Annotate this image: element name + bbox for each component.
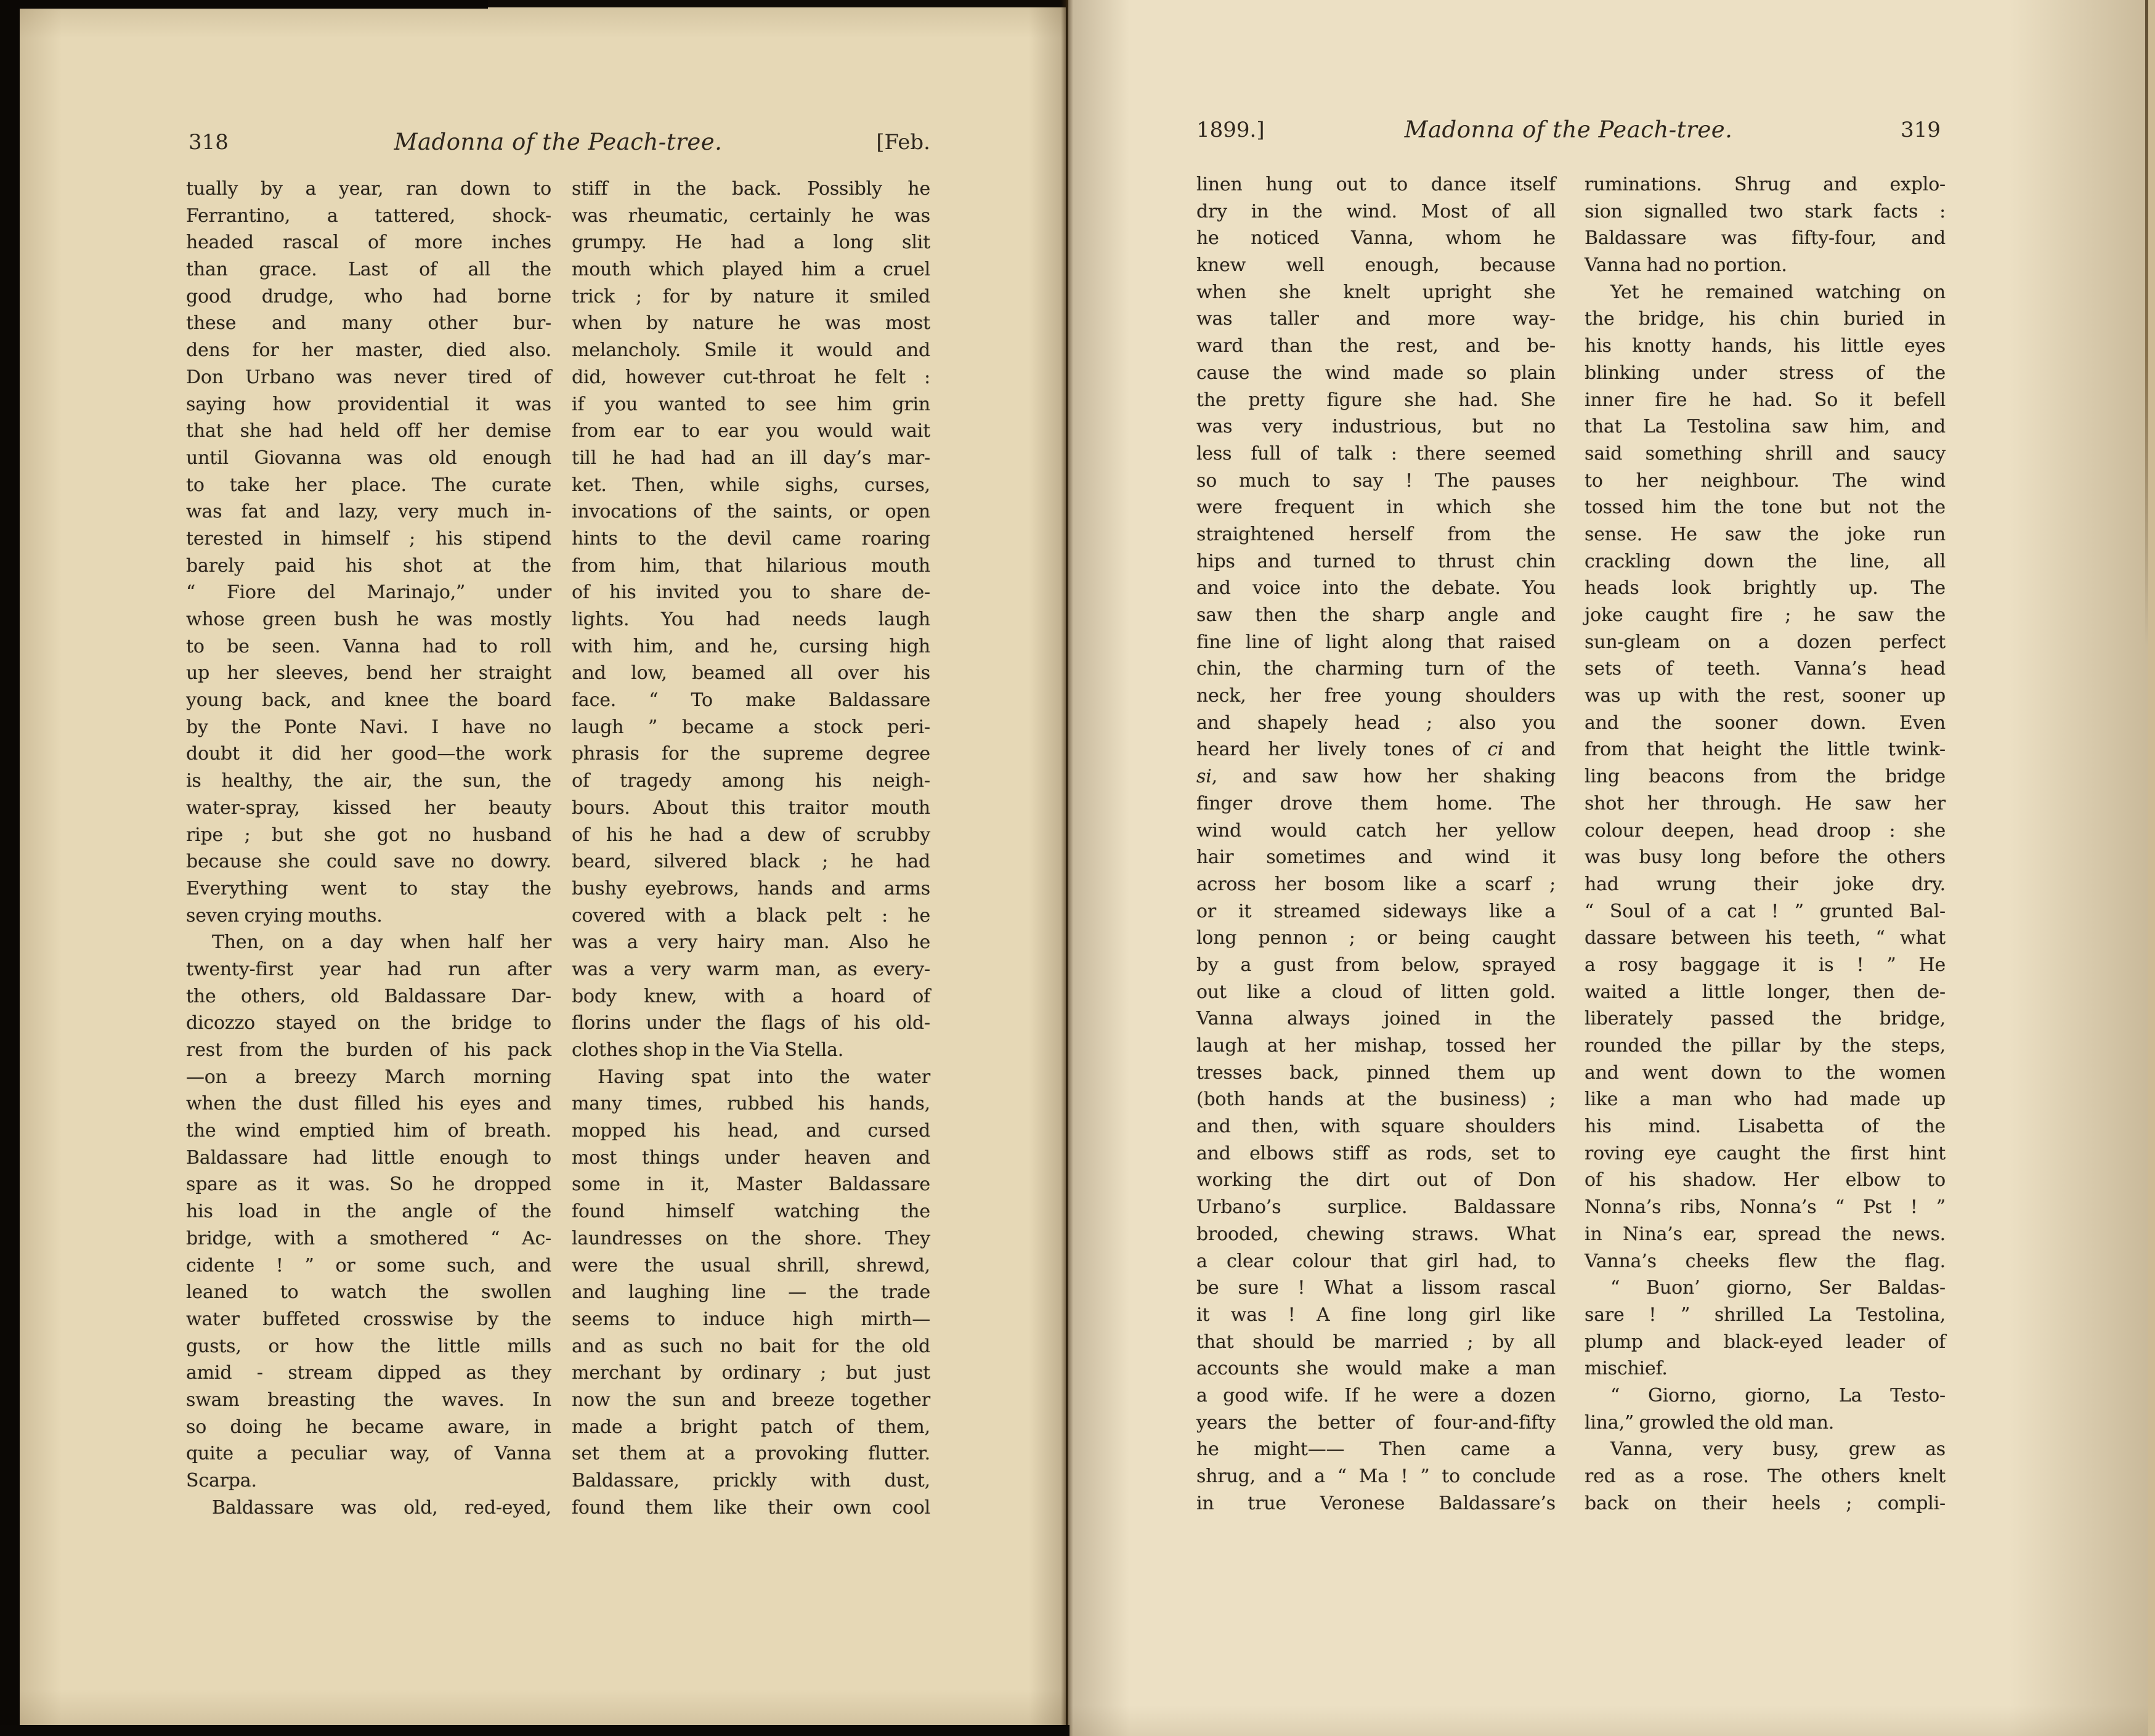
text-line: heads look brightly up. The [1585,577,1946,599]
text-line: Having spat into the water [598,1066,930,1088]
text-line: inner fire he had. So it befell [1585,389,1946,411]
text-line: grumpy. He had a long slit [572,232,930,254]
text-line: was up with the rest, sooner up [1585,685,1946,707]
text-line: his knotty hands, his little eyes [1585,335,1946,357]
text-line: neck, her free young shoulders [1196,685,1556,707]
text-line: sense. He saw the joke run [1585,523,1946,545]
text-line: and shapely head ; also you [1196,712,1556,734]
text-line: young back, and knee the board [186,689,551,712]
text-line: Baldassare was old, red-eyed, [212,1496,551,1519]
text-line: brooded, chewing straws. What [1196,1223,1556,1245]
right-page-number: 319 [1901,118,1941,142]
text-line: from him, that hilarious mouth [572,554,930,577]
text-line: tresses back, pinned them up [1196,1061,1556,1084]
text-line: heard her lively tones of ci and [1196,739,1556,761]
text-line: phrasis for the supreme degree [572,743,930,765]
text-line: his mind. Lisabetta of the [1585,1116,1946,1138]
text-line: so much to say ! The pauses [1196,469,1556,492]
text-line: now the sun and breeze together [572,1389,930,1411]
left-page [18,7,1066,1726]
text-line: cause the wind made so plain [1196,362,1556,384]
text-line: said something shrill and saucy [1585,442,1946,464]
text-line: or it streamed sideways like a [1196,900,1556,922]
text-line: ket. Then, while sighs, curses, [572,474,930,496]
text-line: was busy long before the others [1585,846,1946,869]
text-line: that she had held off her demise [186,420,551,442]
text-line: clothes shop in the Via Stella. [572,1039,844,1061]
text-line: by a gust from below, sprayed [1196,954,1556,976]
text-line: so doing he became aware, in [186,1416,551,1438]
text-line: blinking under stress of the [1585,362,1946,384]
text-line: was taller and more way- [1196,308,1556,330]
text-line: a good wife. If he were a dozen [1196,1384,1556,1406]
text-line: doubt it did her good—the work [186,743,551,765]
text-line: long pennon ; or being caught [1196,927,1556,949]
text-line: of his invited you to share de- [572,582,930,604]
text-line: hair sometimes and wind it [1196,846,1556,869]
text-line: amid - stream dipped as they [186,1362,551,1384]
text-line: Vanna always joined in the [1196,1008,1556,1030]
text-line: was rheumatic, certainly he was [572,205,930,227]
text-line: saying how providential it was [186,393,551,415]
text-line: colour deepen, head droop : she [1585,819,1946,842]
text-line: was a very warm man, as every- [572,958,930,980]
text-line: up her sleeves, bend her straight [186,662,551,684]
text-line: good drudge, who had borne [186,285,551,307]
text-line: lights. You had needs laugh [572,609,930,630]
text-line: he might—— Then came a [1196,1438,1556,1461]
text-line: florins under the flags of his old- [572,1012,930,1034]
text-line: many times, rubbed his hands, [572,1093,930,1115]
text-line: seven crying mouths. [186,904,383,927]
text-line: mouth which played him a cruel [572,259,930,281]
text-line: knew well enough, because [1196,254,1556,277]
text-line: by the Ponte Navi. I have no [186,716,551,738]
text-line: Vanna, very busy, grew as [1610,1438,1946,1461]
text-line: fine line of light along that raised [1196,631,1556,653]
left-page-column-2 [572,176,930,1521]
text-line: chin, the charming turn of the [1196,658,1556,680]
text-line: set them at a provoking flutter. [572,1443,930,1465]
text-line: (both hands at the business) ; [1196,1089,1556,1111]
text-line: from ear to ear you would wait [572,420,930,442]
text-line: headed rascal of more inches [186,232,551,254]
scan-edge-left [0,0,20,1736]
text-line: “ Buon’ giorno, Ser Baldas- [1610,1277,1946,1299]
text-line: the bridge, his chin buried in [1585,308,1946,330]
text-line: sets of teeth. Vanna’s head [1585,658,1946,680]
text-line: laugh at her mishap, tossed her [1196,1035,1556,1057]
text-line: the others, old Baldassare Dar- [186,985,551,1007]
text-line: some in it, Master Baldassare [572,1174,930,1196]
text-line: barely paid his shot at the [186,554,551,577]
text-line: and elbows stiff as rods, set to [1196,1142,1556,1164]
text-line: body knew, with a hoard of [572,985,930,1007]
text-line: water-spray, kissed her beauty [186,797,551,819]
text-line: shrug, and a “ Ma ! ” to conclude [1196,1466,1556,1487]
text-line: and as such no bait for the old [572,1335,930,1357]
text-line: mopped his head, and cursed [572,1120,930,1142]
text-line: out like a cloud of litten gold. [1196,981,1556,1003]
text-line: beard, silvered black ; he had [572,851,930,873]
text-line: ling beacons from the bridge [1585,766,1946,788]
text-line: than grace. Last of all the [186,259,551,281]
text-line: si, and saw how her shaking [1196,766,1556,788]
scan-edge-top [0,0,488,9]
text-line: trick ; for by nature it smiled [572,285,930,307]
text-line: spare as it was. So he dropped [186,1174,551,1196]
text-line: and went down to the women [1585,1061,1946,1084]
text-line: Vanna had no portion. [1585,254,1787,277]
text-line: until Giovanna was old enough [186,447,551,469]
text-line: of his shadow. Her elbow to [1585,1169,1946,1191]
text-line: in true Veronese Baldassare’s [1196,1492,1556,1514]
right-page [1068,0,2150,1736]
text-line: made a bright patch of them, [572,1416,930,1438]
text-line: cidente ! ” or some such, and [186,1254,551,1276]
text-line: of his he had a dew of scrubby [572,824,930,846]
right-page-header [1196,116,1941,148]
text-line: quite a peculiar way, of Vanna [186,1443,551,1465]
text-line: seems to induce high mirth— [572,1308,930,1330]
page-gutter-crease [1061,0,1073,1736]
text-line: wind would catch her yellow [1196,819,1556,842]
text-line: when by nature he was most [572,312,930,335]
text-line: plump and black-eyed leader of [1585,1331,1946,1353]
text-line: crackling down the line, all [1585,550,1946,572]
text-line: lina,” growled the old man. [1585,1411,1835,1434]
text-line: and low, beamed all over his [572,662,930,684]
text-line: mischief. [1585,1358,1668,1380]
text-line: accounts she would make a man [1196,1358,1556,1380]
text-line: had wrung their joke dry. [1585,873,1946,895]
text-line: face. “ To make Baldassare [572,689,930,712]
text-line: working the dirt out of Don [1196,1169,1556,1191]
left-page-number: 318 [189,130,229,155]
text-line: a rosy baggage it is ! ” He [1585,954,1946,976]
text-line: hints to the devil came roaring [572,527,930,550]
text-line: laundresses on the shore. They [572,1227,930,1249]
text-line: rounded the pillar by the steps, [1585,1035,1946,1057]
text-line: stiff in the back. Possibly he [572,178,930,200]
text-line: Ferrantino, a tattered, shock- [186,205,551,227]
text-line: was very industrious, but no [1196,416,1556,438]
text-line: most things under heaven and [572,1146,930,1169]
text-line: hips and turned to thrust chin [1196,550,1556,572]
text-line: in Nina’s ear, spread the news. [1585,1223,1946,1245]
text-line: melancholy. Smile it would and [572,339,930,362]
text-line: of tragedy among his neigh- [572,770,930,792]
text-line: these and many other bur- [186,312,551,335]
text-line: till he had had an ill day’s mar- [572,447,930,469]
text-line: when she knelt upright she [1196,281,1556,303]
left-issue-tag: [Feb. [876,130,930,155]
text-line: twenty-first year had run after [186,958,551,980]
text-line: dicozzo stayed on the bridge to [186,1012,551,1034]
text-line: and voice into the debate. You [1196,577,1556,599]
text-line: shot her through. He saw her [1585,792,1946,814]
text-line: were the usual shrill, shrewd, [572,1254,930,1276]
text-line: was fat and lazy, very much in- [186,501,551,523]
text-line: found them like their own cool [572,1496,930,1519]
text-line: to take her place. The curate [186,474,551,496]
text-line: less full of talk : there seemed [1196,442,1556,464]
text-line: that should be married ; by all [1196,1331,1556,1353]
book-fore-edge-strip [2148,0,2155,1736]
text-line: Baldassare, prickly with dust, [572,1470,930,1491]
text-line: sun-gleam on a dozen perfect [1585,631,1946,653]
right-page-column-1 [1196,171,1556,1517]
text-line: ripe ; but she got no husband [186,824,551,846]
text-line: rest from the burden of his pack [186,1039,551,1061]
text-line: Yet he remained watching on [1610,281,1946,303]
text-line: bridge, with a smothered “ Ac- [186,1227,551,1249]
text-line: swam breasting the waves. In [186,1389,551,1411]
text-line: gusts, or how the little mills [186,1335,551,1357]
text-line: liberately passed the bridge, [1585,1008,1946,1030]
text-line: invocations of the saints, or open [572,501,930,523]
text-line: Vanna’s cheeks flew the flag. [1585,1250,1946,1272]
text-line: “ Fiore del Marinajo,” under [186,582,551,604]
text-line: Baldassare had little enough to [186,1146,551,1169]
text-line: “ Soul of a cat ! ” grunted Bal- [1585,900,1946,922]
text-line: back on their heels ; compli- [1585,1492,1946,1514]
text-line: “ Giorno, giorno, La Testo- [1610,1384,1946,1406]
text-line: that La Testolina saw him, and [1585,416,1946,438]
text-line: linen hung out to dance itself [1196,174,1556,195]
text-line: Nonna’s ribs, Nonna’s “ Pst ! ” [1585,1196,1946,1219]
left-running-title: Madonna of the Peach-tree. [394,129,723,155]
text-line: leaned to watch the swollen [186,1281,551,1304]
text-line: to her neighbour. The wind [1585,469,1946,492]
scan-edge-bottom [0,1725,1069,1736]
text-line: saw then the sharp angle and [1196,604,1556,626]
right-year-tag: 1899.] [1196,118,1265,142]
text-line: to be seen. Vanna had to roll [186,635,551,657]
text-line: dens for her master, died also. [186,339,551,362]
text-line: Then, on a day when half her [212,931,551,954]
text-line: merchant by ordinary ; but just [572,1362,930,1384]
text-line: Scarpa. [186,1470,257,1491]
text-line: if you wanted to see him grin [572,393,930,415]
text-line: red as a rose. The others knelt [1585,1466,1946,1487]
text-line: joke caught fire ; he saw the [1585,604,1946,626]
text-line: did, however cut-throat he felt : [572,366,930,388]
text-line: ruminations. Shrug and explo- [1585,174,1946,195]
text-line: his load in the angle of the [186,1201,551,1223]
text-line: finger drove them home. The [1196,792,1556,814]
text-line: dry in the wind. Most of all [1196,200,1556,222]
text-line: a clear colour that girl had, to [1196,1250,1556,1272]
text-line: and then, with square shoulders [1196,1116,1556,1138]
text-line: sion signalled two stark facts : [1585,200,1946,222]
text-line: straightened herself from the [1196,523,1556,545]
text-line: the pretty figure she had. She [1196,389,1556,411]
text-line: covered with a black pelt : he [572,904,930,927]
text-line: —on a breezy March morning [186,1066,551,1088]
text-line: he noticed Vanna, whom he [1196,227,1556,249]
left-page-column-1 [186,176,551,1521]
text-line: laugh ” became a stock peri- [572,716,930,738]
text-line: the wind emptied him of breath. [186,1120,551,1142]
text-line: be sure ! What a lissom rascal [1196,1277,1556,1299]
text-line: when the dust filled his eyes and [186,1093,551,1115]
text-line: because she could save no dowry. [186,851,551,873]
text-line: Urbano’s surplice. Baldassare [1196,1196,1556,1219]
right-running-title: Madonna of the Peach-tree. [1404,116,1733,143]
text-line: whose green bush he was mostly [186,609,551,630]
text-line: roving eye caught the first hint [1585,1142,1946,1164]
text-line: it was ! A fine long girl like [1196,1304,1556,1326]
text-line: Don Urbano was never tired of [186,366,551,388]
text-line: terested in himself ; his stipend [186,527,551,550]
text-line: and laughing line — the trade [572,1281,930,1304]
text-line: found himself watching the [572,1201,930,1223]
text-line: is healthy, the air, the sun, the [186,770,551,792]
text-line: bours. About this traitor mouth [572,797,930,819]
text-line: sare ! ” shrilled La Testolina, [1585,1304,1946,1326]
text-line: tually by a year, ran down to [186,178,551,200]
text-line: water buffeted crosswise by the [186,1308,551,1330]
text-line: from that height the little twink- [1585,739,1946,761]
text-line: was a very hairy man. Also he [572,931,930,954]
text-line: tossed him the tone but not the [1585,497,1946,519]
text-line: with him, and he, cursing high [572,635,930,657]
text-line: across her bosom like a scarf ; [1196,873,1556,895]
text-line: Baldassare was fifty-four, and [1585,227,1946,249]
text-line: dassare between his teeth, “ what [1585,927,1946,949]
right-page-column-2 [1585,171,1946,1517]
text-line: like a man who had made up [1585,1089,1946,1111]
text-line: Everything went to stay the [186,877,551,899]
left-page-header [186,128,930,160]
text-line: years the better of four-and-fifty [1196,1411,1556,1434]
text-line: waited a little longer, then de- [1585,981,1946,1003]
text-line: and the sooner down. Even [1585,712,1946,734]
text-line: were frequent in which she [1196,497,1556,519]
text-line: ward than the rest, and be- [1196,335,1556,357]
text-line: bushy eyebrows, hands and arms [572,877,930,899]
